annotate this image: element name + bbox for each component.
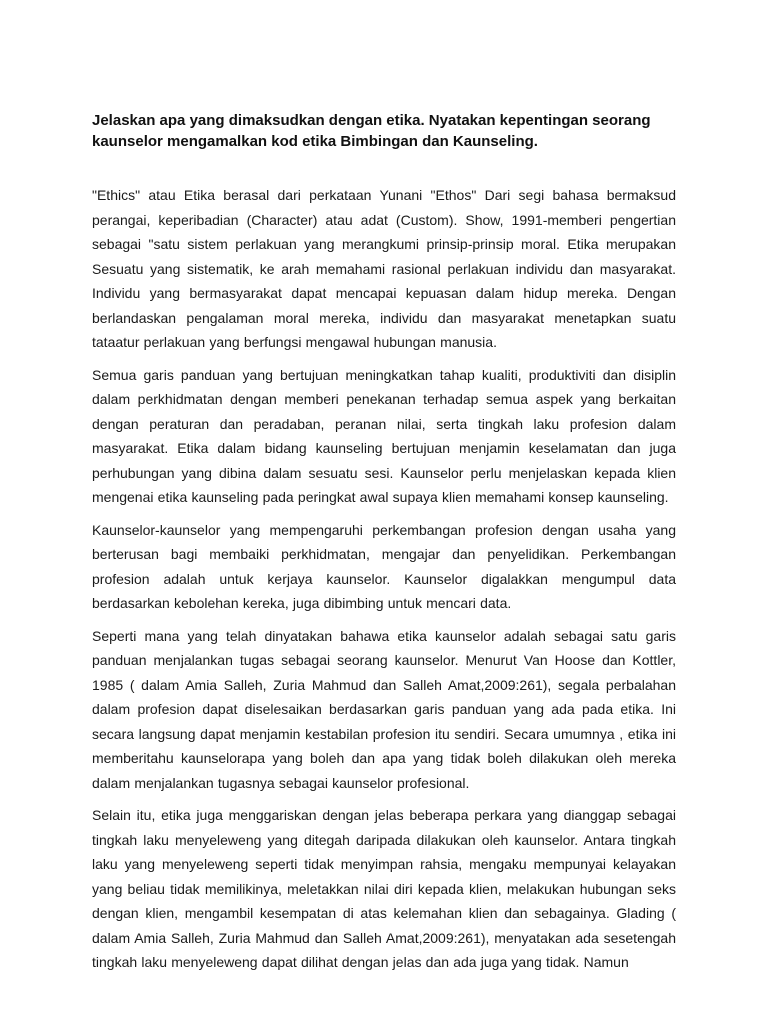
paragraph-profession-development: Kaunselor-kaunselor yang mempengaruhi perkembangan profesion dengan usaha yang berterusan bagi membaiki perkhidmatan, mengajar dan penyelidikan. Perkembangan profesion adalah untuk kerjaya kaunselor. Kaunselor digalakkan mengumpul data berdasarkan kebolehan kereka, juga dibimbing untuk mencari data. [92, 521, 676, 611]
paragraph-deviant-behaviour: Selain itu, etika juga menggariskan dengan jelas beberapa perkara yang dianggap sebagai tingkah laku menyeleweng yang ditegah daripada dilakukan oleh kaunselor. Antara tingkah laku yang menyeleweng seperti tidak menyimpan rahsia, mengaku mempunyai kelayakan yang beliau tidak memilikinya, meletakkan nilai diri kepada klien, melakukan hubungan seks dengan klien, mengambil kesempatan di atas kelemahan klien dan sebagainya. Glading ( dalam Amia Salleh, Zuria Mahmud dan Salleh Amat,2009:261), menyatakan ada sesetengah tingkah laku menyeleweng dapat dilihat dengan jelas dan ada juga yang tidak. Namun [92, 807, 676, 970]
document-body [92, 110, 676, 983]
question-heading: Jelaskan apa yang dimaksudkan dengan etika. Nyatakan kepentingan seorang kaunselor mengamalkan kod etika Bimbingan dan Kaunseling. [92, 112, 651, 150]
paragraph-guidelines: Semua garis panduan yang bertujuan meningkatkan tahap kualiti, produktiviti dan disiplin dalam perkhidmatan dengan memberi penekanan terhadap semua aspek yang berkaitan dengan peraturan dan peradaban, peranan nilai, serta tingkah laku profesion dalam masyarakat. Etika dalam bidang kaunseling bertujuan menjamin keselamatan dan juga perhubungan yang dibina dalam sesuatu sesi. Kaunselor perlu menjelaskan kepada klien mengenai etika kaunseling pada peringkat awal supaya klien memahami konsep kaunseling. [92, 366, 676, 505]
paragraph-counselor-ethics: Seperti mana yang telah dinyatakan bahawa etika kaunselor adalah sebagai satu garis panduan menjalankan tugas sebagai seorang kaunselor. Menurut Van Hoose dan Kottler, 1985 ( dalam Amia Salleh, Zuria Mahmud dan Salleh Amat,2009:261), segala perbalahan dalam profesion dapat diselesaikan berdasarkan garis panduan yang ada pada etika. Ini secara langsung dapat menjamin kestabilan profesion itu sendiri. Secara umumnya , etika ini memberitahu kaunselorapa yang boleh dan apa yang tidak boleh dilakukan oleh mereka dalam menjalankan tugasnya sebagai kaunselor profesional. [92, 627, 676, 791]
paragraph-ethics-definition: "Ethics" atau Etika berasal dari perkataan Yunani "Ethos" Dari segi bahasa bermaksud perangai, keperibadian (Character) atau adat (Custom). Show, 1991-memberi pengertian sebagai "satu sistem perlakuan yang merangkumi prinsip-prinsip moral. Etika merupakan Sesuatu yang sistematik, ke arah memahami rasional perlakuan individu dan masyarakat. Individu yang bermasyarakat dapat mencapai kepuasan dalam hidup mereka. Dengan berlandaskan pengalaman moral mereka, individu dan masyarakat menetapkan suatu tataatur perlakuan yang berfungsi mengawal hubungan manusia. [92, 187, 676, 350]
